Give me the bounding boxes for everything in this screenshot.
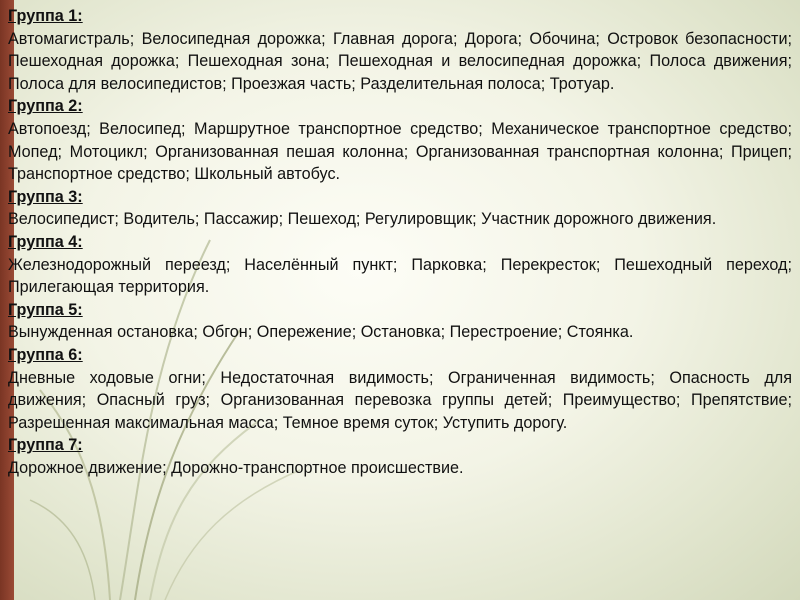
group-2 bbox=[8, 95, 792, 185]
group-3-title: Группа 3: bbox=[8, 187, 83, 206]
slide-content bbox=[8, 5, 792, 479]
group-7 bbox=[8, 434, 792, 479]
group-1 bbox=[8, 5, 792, 95]
group-5 bbox=[8, 299, 792, 344]
group-6-title: Группа 6: bbox=[8, 345, 83, 364]
group-5-title: Группа 5: bbox=[8, 300, 83, 319]
group-4-text: Железнодорожный переезд; Населённый пункт; Парковка; Перекресток; Пешеходный переход; Прилегающая территория. bbox=[8, 255, 792, 297]
group-3-text: Велосипедист; Водитель; Пассажир; Пешеход; Регулировщик; Участник дорожного движения. bbox=[8, 210, 717, 229]
group-7-text: Дорожное движение; Дорожно-транспортное происшествие. bbox=[8, 458, 464, 477]
group-1-title: Группа 1: bbox=[8, 7, 83, 25]
group-1-text: Автомагистраль; Велосипедная дорожка; Главная дорога; Дорога; Обочина; Островок безопасности; Пешеходная дорожка; Пешеходная зона; Пешеходная и велосипедная дорожка; Полоса движения; Полоса для велосипедистов; Проезжая часть; Разделительная полоса; Тротуар. bbox=[8, 29, 792, 93]
group-2-text: Автопоезд; Велосипед; Маршрутное транспортное средство; Механическое транспортное средство; Мопед; Мотоцикл; Организованная пешая колонна; Организованная транспортная колонна; Прицеп; Транспортное средство; Школьный автобус. bbox=[8, 119, 792, 184]
group-6-text: Дневные ходовые огни; Недостаточная видимость; Ограниченная видимость; Опасность для движения; Опасный груз; Организованная перевозка группы детей; Преимущество; Препятствие; Разрешенная максимальная масса; Темное время суток; Уступить дорогу. bbox=[8, 368, 792, 432]
group-4-title: Группа 4: bbox=[8, 232, 83, 251]
group-6 bbox=[8, 344, 792, 434]
group-3 bbox=[8, 186, 792, 231]
group-4 bbox=[8, 231, 792, 299]
group-7-title: Группа 7: bbox=[8, 436, 83, 455]
group-5-text: Вынужденная остановка; Обгон; Опережение; Остановка; Перестроение; Стоянка. bbox=[8, 323, 634, 342]
group-2-title: Группа 2: bbox=[8, 97, 83, 116]
